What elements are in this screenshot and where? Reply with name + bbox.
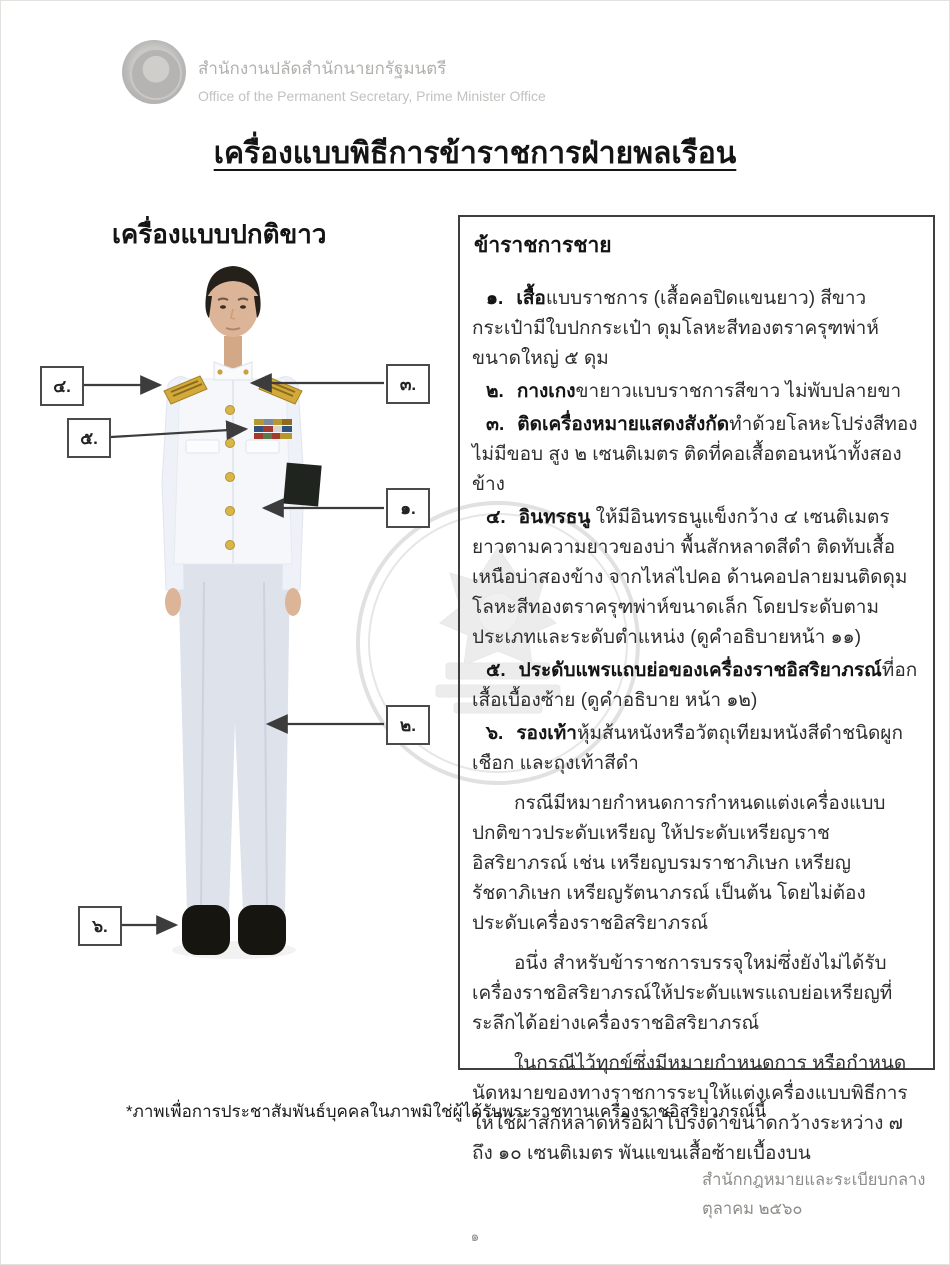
description-panel: [458, 215, 935, 1164]
trousers: [178, 562, 290, 912]
item-lead: กางเกง: [516, 381, 576, 402]
uniform-item-3: [472, 410, 919, 500]
item-text: ขายาวแบบราชการสีขาว ไม่พับปลายขา: [575, 381, 902, 402]
item-number: ๒.: [486, 381, 504, 402]
chest-pocket-left: [186, 440, 219, 453]
signoff-office: สำนักกฎหมายและระเบียบกลาง: [702, 1171, 926, 1189]
eye-left: [220, 305, 226, 309]
government-seal-icon: [122, 40, 186, 104]
hand-right: [285, 588, 301, 616]
hand-left: [165, 588, 181, 616]
ribbon-bars: [254, 419, 292, 439]
item-lead: ติดเครื่องหมายแสดงสังกัด: [517, 414, 730, 435]
neck: [224, 336, 242, 368]
shoe-right: [238, 905, 286, 955]
org-name-thai: สำนักงานปลัดสำนักนายกรัฐมนตรี: [198, 59, 447, 78]
chest-pocket-right: [246, 440, 279, 453]
uniform-item-1: [472, 284, 919, 374]
callout-box-3: ๓.: [386, 364, 430, 404]
black-armband: [283, 463, 321, 507]
figure-heading: เครื่องแบบปกติขาว: [112, 219, 327, 249]
item-lead: ประดับแพรแถบย่อของเครื่องราชอิสริยาภรณ์: [518, 660, 882, 681]
signoff-block: [702, 1166, 925, 1224]
collar-insignia-right: [243, 369, 248, 374]
item-lead: อินทรธนู: [518, 507, 591, 528]
callout-box-1: ๑.: [386, 488, 430, 528]
note-paragraph-1: กรณีมีหมายกำหนดการกำหนดแต่งเครื่องแบบปกติขาวประดับเหรียญ ให้ประดับเหรียญราชอิสริยาภรณ์ เช่น เหรียญบรมราชาภิเษก เหรียญรัชดาภิเษก เหรียญรัตนาภรณ์ เป็นต้น โดยไม่ต้องประดับเครื่องราชอิสริยาภรณ์: [472, 793, 886, 934]
item-number: ๑.: [486, 288, 504, 309]
panel-heading: ข้าราชการชาย: [474, 234, 612, 257]
uniform-item-2: [472, 377, 919, 407]
callout-box-4: ๔.: [40, 366, 84, 406]
item-text: ที่อกเสื้อเบื้องซ้าย (ดูคำอธิบาย หน้า ๑๒): [472, 660, 918, 711]
eye-right: [240, 305, 246, 309]
item-number: ๔.: [486, 507, 506, 528]
item-lead: รองเท้า: [516, 723, 577, 744]
uniform-item-5: [472, 656, 919, 716]
callout-box-5: ๕.: [67, 418, 111, 458]
item-lead: เสื้อ: [516, 288, 546, 309]
uniform-item-4: [472, 503, 919, 653]
page-title: เครื่องแบบพิธีการข้าราชการฝ่ายพลเรือน: [213, 137, 737, 170]
item-text: หุ้มส้นหนังหรือวัตถุเทียมหนังสีดำชนิดผูกเชือก และถุงเท้าสีดำ: [472, 723, 903, 774]
item-number: ๖.: [486, 723, 504, 744]
government-seal-inner: [130, 48, 182, 100]
uniform-item-6: [472, 719, 919, 779]
shoe-left: [182, 905, 230, 955]
item-number: ๓.: [486, 414, 505, 435]
item-text: ให้มีอินทรธนูแข็งกว้าง ๔ เซนติเมตร ยาวตามความยาวของบ่า พื้นสักหลาดสีดำ ติดทับเสื้อเหนือบ่าสองข้าง จากไหล่ไปคอ ด้านคอปลายมนติดดุมโลหะสีทองตราครุฑพ่าห์ขนาดเล็ก โดยประดับตามประเภทและระดับตำแหน่ง (ดูคำอธิบายหน้า ๑๑): [472, 507, 908, 648]
signoff-date: ตุลาคม ๒๕๖๐: [702, 1199, 803, 1218]
item-text: แบบราชการ (เสื้อคอปิดแขนยาว) สีขาว กระเป๋ามีใบปกกระเป๋า ดุมโลหะสีทองตราครุฑพ่าห์ขนาดใหญ่ ๕ ดุม: [472, 288, 879, 369]
org-name-english: Office of the Permanent Secretary, Prime Minister Office: [198, 87, 546, 104]
callout-box-6: ๖.: [78, 906, 122, 946]
note-paragraph-3: ในกรณีไว้ทุกข์ซึ่งมีหมายกำหนดการ หรือกำหนดนัดหมายของทางราชการระบุให้แต่งเครื่องแบบพิธีการ ให้ใช้ผ้าสักหลาดหรือผ้าโปร่งดำขนาดกว้างระหว่าง ๗ ถึง ๑๐ เซนติเมตร พันแขนเสื้อซ้ายเบื้องบน: [472, 1053, 908, 1164]
header-org-text: [198, 56, 546, 107]
callout-box-2: ๒.: [386, 705, 430, 745]
disclaimer-footnote: *ภาพเพื่อการประชาสัมพันธ์บุคคลในภาพมิใช่ผู้ได้รับพระราชทานเครื่องราชอิสริยาภรณ์นี้: [126, 1102, 767, 1121]
item-number: ๕.: [486, 660, 506, 681]
collar-insignia-left: [217, 369, 222, 374]
item-text: ทำด้วยโลหะโปร่งสีทอง ไม่มีขอบ สูง ๒ เซนติเมตร ติดที่คอเสื้อตอนหน้าทั้งสองข้าง: [472, 414, 918, 495]
page-number: ๑: [470, 1228, 480, 1244]
note-paragraph-2: อนึ่ง สำหรับข้าราชการบรรจุใหม่ซึ่งยังไม่ได้รับเครื่องราชอิสริยาภรณ์ให้ประดับแพรแถบย่อเหรียญที่ระลึกได้อย่างเครื่องราชอิสริยาภรณ์: [472, 953, 893, 1034]
uniform-figure-photo: [140, 252, 340, 964]
